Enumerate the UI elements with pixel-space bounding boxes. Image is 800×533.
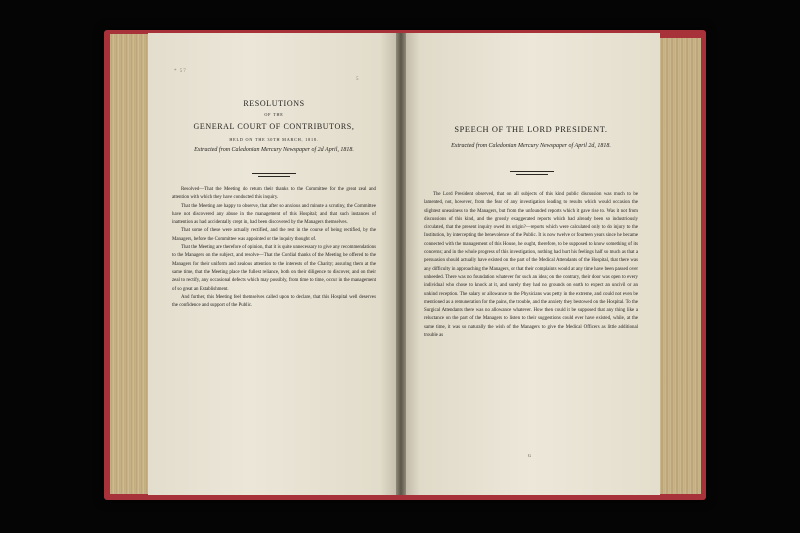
speech-title: SPEECH OF THE LORD PRESIDENT.	[454, 125, 608, 134]
paragraph: And further, this Meeting feel themselves called upon to declare, that this Hospital well deserves the confidence and support of the Public.	[172, 294, 376, 309]
speech-rule-short	[516, 174, 548, 175]
left-page-edges	[110, 34, 152, 494]
pencil-note-2: 5	[356, 77, 360, 82]
speech-rule	[510, 171, 554, 172]
court-subtitle: GENERAL COURT OF CONTRIBUTORS,	[193, 122, 355, 131]
right-page-edges	[655, 38, 701, 494]
paragraph: That the Meeting are happy to observe, that after so anxious and minute a scrutiny, the Committee have not discovered any abuse in the management of this Hospital; and that such instances of inattention as had accidentally crept in, had been discovered by the Managers themselves.	[172, 203, 376, 226]
paragraph: That some of these were actually rectified, and the rest in the course of being rectified, by the Managers, before the Committee was appointed or the inquiry thought of.	[172, 228, 376, 242]
book-gutter	[396, 33, 406, 495]
speech-extracted-note: Extracted from Caledonian Mercury Newspaper of April 2d, 1818.	[451, 143, 611, 149]
resolutions-title: RESOLUTIONS	[243, 99, 305, 108]
title-rule-short	[258, 176, 290, 177]
of-the-label: OF THE	[264, 112, 284, 117]
signature-mark: G	[528, 453, 531, 458]
extracted-note: Extracted from Caledonian Mercury Newspaper of 2d April, 1818.	[194, 147, 354, 153]
speech-body	[424, 191, 638, 340]
paragraph: The Lord President observed, that on all subjects of this kind public discussion was much to be lamented, not, however, from the fear of any investigation leading to results which would occasion the slightest uneasiness to the Managers, but from the unfounded reports which it gave rise to. Was it not from discussions of this kind, and the grossly exaggerated reports which had already been so industriously circulated, that the present inquiry owed its origin?—reports which were calculated only to do injury to the Institution, by intercepting the benevolence of the Public. It is now twelve or fourteen years since he became connected with the management of this House, he ought, therefore, to be supposed to know something of its concerns; and in the whole progress of this investigation, nothing had hurt his feelings half so much as that a persuasion should actually have existed on the part of the Medical Attendants of the Hospital, that there was any difficulty in approaching the Managers, or that their complaints would at any time have been passed over unheeded. There was no foundation whatever for such an idea; on the contrary, their door was open to every individual who chose to knock at it, and surely they had no grounds on earth to expect an uncivil or an unkind reception. The salary or allowance to the Physicians was petty in the extreme, and could not even be mentioned as a remuneration for the pains, the trouble, and the anxiety they bestowed on the Hospital. To the Surgical Attendants there was no allowance whatever. How then could it be supposed that any thing like a reluctance on the part of the Managers to listen to their suggestions could ever have existed, while, at the same time, it was so naturally the wish of the Managers to give the Medical Officers as little additional trouble as	[424, 192, 638, 339]
held-on-date: HELD ON THE 30TH MARCH, 1818.	[229, 137, 319, 142]
left-page	[148, 33, 400, 495]
pencil-note: * 57	[174, 69, 187, 74]
right-page	[402, 33, 660, 495]
title-rule	[252, 173, 296, 174]
resolutions-body	[172, 186, 376, 310]
paragraph: Resolved—That the Meeting do return their thanks to the Committee for the great zeal and attention with which they have conducted this inquiry.	[172, 187, 376, 201]
paragraph: That the Meeting are therefore of opinion, that it is quite unnecessary to give any recommendations to the Managers on the subject, and resolve—That the Cordial thanks of the Meeting be offered to the Managers for their uniform and zealous attention to the interests of the Charity; assuring them at the same time, that the Meeting place the fullest reliance, both on their diligence to discover, and on their zeal to rectify, any occasional defects which may possibly, from time to time, occur in the management of so great an Establishment.	[172, 245, 376, 292]
